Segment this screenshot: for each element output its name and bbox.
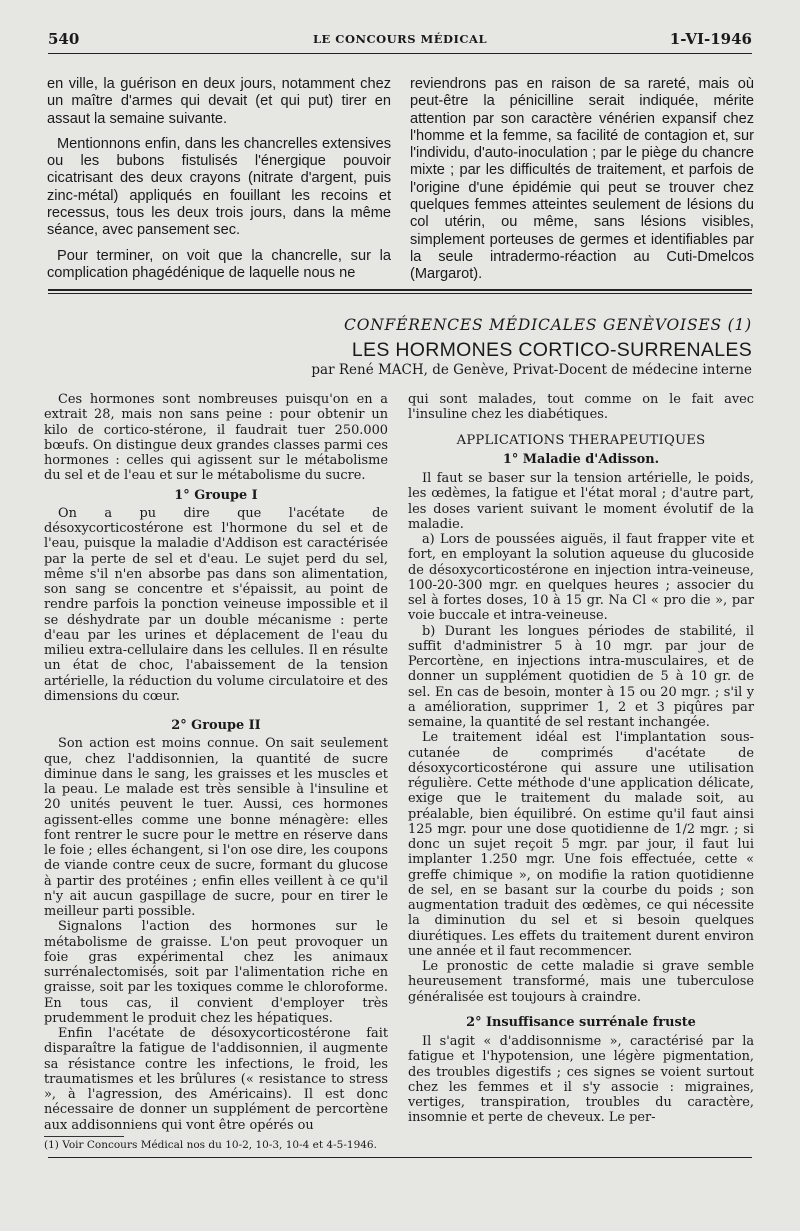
paragraph: b) Durant les longues périodes de stabilité, il suffit d'administrer 5 à 10 mgr. par jour de Percortène, en injections intra-musculaires, et de donner un supplément quotidien de 5 à 10 gr. de sel. En cas de besoin, monter à 15 ou 20 mgr. ; s'il y a amélioration, supprimer 1, 2 et 3 piqûres par semaine, la quantité de sel restant inchangée.: [408, 623, 754, 730]
paragraph: Il s'agit « d'addisonnisme », caractérisé par la fatigue et l'hypotension, une légère pigmentation, des troubles digestifs ; ces signes se voient surtout chez les femmes et il s'y associe : migraines, vertiges, transpiration, troubles du caractère, insomnie et perte de cheveux. Le per-: [408, 1034, 754, 1126]
journal-title: LE CONCOURS MÉDICAL: [312, 32, 488, 46]
paragraph: Son action est moins connue. On sait seulement que, chez l'addisonnien, la quantité de sucre diminue dans le sang, les graisses et les muscles et la peau. Le malade est très sensible à l'insuline et 20 unités peuvent le tuer. Aussi, ces hormones agissent-elles comme une bonne ménagère: elles font rentrer le sucre pour le mettre en réserve dans le foie ; elles échangent, si l'on ose dire, les coupons de viande contre ceux de sucre, formant du glucose à partir des protéines ; enfin elles veillent à ce qu'il n'y ait aucun gaspillage de sucre, pour en tirer le meilleur parti possible.: [44, 736, 388, 919]
series-title: CONFÉRENCES MÉDICALES GENÈVOISES (1): [344, 316, 752, 334]
footer-rule: [48, 1157, 752, 1158]
author-name: par René MACH,: [311, 362, 428, 378]
previous-article-right-column: [410, 76, 754, 292]
previous-article-left-column: [47, 76, 391, 290]
footnote: [44, 1139, 388, 1151]
paragraph: Mentionnons enfin, dans les chancrelles extensives ou les bubons fistulisés l'énergique pouvoir cicatrisant des deux crayons (nitrate d'argent, puis zinc-métal) appliqués en fouillant les recoins et recessus, tous les deux trois jours, dans la même séance, avec pansement sec.: [47, 135, 391, 239]
paragraph: Ces hormones sont nombreuses puisqu'on en a extrait 28, mais non sans peine : pour obtenir un kilo de cortico-stérone, il faudrait tuer 250.000 bœufs. On distingue deux grandes classes parmi ces hormones : celles qui agissent sur le métabolisme du sel et de l'eau et sur le métabolisme du sucre.: [44, 392, 388, 484]
article-title: LES HORMONES CORTICO-SURRENALES: [351, 339, 752, 361]
section-divider-thin: [48, 293, 752, 294]
paragraph: Le pronostic de cette maladie si grave semble heureusement transformé, mais une tuberculose généralisée est toujours à craindre.: [408, 959, 754, 1005]
section-heading: APPLICATIONS THERAPEUTIQUES: [456, 432, 706, 448]
author-affiliation: de Genève, Privat-Docent de médecine interne: [427, 362, 752, 378]
paragraph: reviendrons pas en raison de sa rareté, mais où peut-être la pénicilline serait indiquée, mérite attention par son caractère vénérien expansif chez l'homme et la femme, sa facilité de contagion et, sur l'individu, d'auto-inoculation ; par le piège du chancre mixte ; par les difficultés de traitement, et parfois de l'origine d'une épidémie qui peut se trouver chez quelques femmes atteintes seulement de lésions du col utérin, ou même, sans lésions visibles, simplement porteuses de germes et identifiables par la seule intradermo-réaction au Cuti-Dmelcos (Margarot).: [410, 76, 754, 283]
paragraph: Enfin l'acétate de désoxycorticostérone fait disparaître la fatigue de l'addisonnien, il augmente sa résistance contre les infections, le froid, les traumatismes et les brûlures (« resistance to stress », à l'agression, des Américains). Il est donc nécessaire de donner un supplément de percortène aux addisonniens qui vont être opérés ou: [44, 1026, 388, 1133]
paragraph: a) Lors de poussées aiguës, il faut frapper vite et fort, en employant la solution aqueuse du glucoside de désoxycorticostérone en injection intra-veineuse, 100-20-300 mgr. en quelques heures ; associer du sel à fortes doses, 10 à 15 gr. Na Cl « pro die », par voie buccale et intra-veineuse.: [408, 532, 754, 624]
paragraph: qui sont malades, tout comme on le fait avec l'insuline chez les diabétiques.: [408, 392, 754, 423]
issue-date: 1-VI-1946: [669, 30, 752, 48]
page-number: 540: [48, 30, 80, 48]
section-heading: 2° Groupe II: [171, 718, 261, 733]
byline: [311, 362, 752, 378]
section-divider: [48, 289, 752, 291]
paragraph: On a pu dire que l'acétate de désoxycorticostérone est l'hormone du sel et de l'eau, puisque la maladie d'Addison est caractérisée par la perte de sel et d'eau. Le sujet perd du sel, même s'il n'en absorbe pas dans son alimentation, son sang se concentre et s'épaissit, au point de rendre parfois la ponction veineuse impossible et il se déshydrate par un double mécanisme : perte d'eau par les urines et déplacement de l'eau du milieu extra-cellulaire dans les cellules. Il en résulte un état de choc, l'abaissement de la tension artérielle, la réduction du volume circulatoire et des dimensions du cœur.: [44, 505, 388, 704]
footnote-rule: [44, 1136, 124, 1137]
paragraph: Le traitement idéal est l'implantation sous-cutanée de comprimés d'acétate de désoxycorticostérone qui assure une utilisation régulière. Cette méthode d'une application délicate, exige que le traitement du malade soit, au préalable, bien équilibré. On estime qu'il faut ainsi 125 mgr. pour une dose quotidienne de 1/2 mgr. ; si donc un sujet reçoit 5 mgr. par jour, il faut lui implanter 1.250 mgr. Une fois effectuée, cette « greffe chimique », on modifie la ration quotidienne de sel, en se basant sur la courbe du poids ; son augmentation traduit des œdèmes, ce qui nécessite la diminution du sel et si besoin quelques diurétiques. Les effets du traitement durent environ une année et il faut recommencer.: [408, 730, 754, 959]
section-heading: 1° Groupe I: [174, 487, 258, 503]
subsection-heading: 2° Insuffisance surrénale fruste: [466, 1014, 696, 1030]
article-left-column: [44, 392, 388, 1151]
paragraph: Pour terminer, on voit que la chancrelle, sur la complication phagédénique de laquelle nous ne: [47, 247, 391, 281]
footnote-text: (1) Voir Concours Médical nos du 10-2, 10-3, 10-4 et 4-5-1946.: [44, 1138, 377, 1151]
subsection-heading: 1° Maladie d'Adisson.: [502, 451, 660, 467]
paragraph: Signalons l'action des hormones sur le métabolisme de graisse. L'on peut provoquer un foie gras expérimental chez les animaux surrénalectomisés, soit par l'alimentation riche en graisse, soit par les toxiques comme le chloroforme. En tous cas, il convient d'employer très prudemment le produit chez les hépatiques.: [44, 919, 388, 1026]
running-header: [48, 30, 752, 52]
paragraph: en ville, la guérison en deux jours, notamment chez un maître d'armes qui devait (et qui put) tirer en assaut la semaine suivante.: [47, 76, 391, 127]
article-right-column: [408, 392, 754, 1126]
paragraph: Il faut se baser sur la tension artérielle, le poids, les œdèmes, la fatigue et l'état moral ; d'autre part, les doses varient suivant le moment évolutif de la maladie.: [408, 471, 754, 532]
header-rule: [48, 53, 752, 54]
